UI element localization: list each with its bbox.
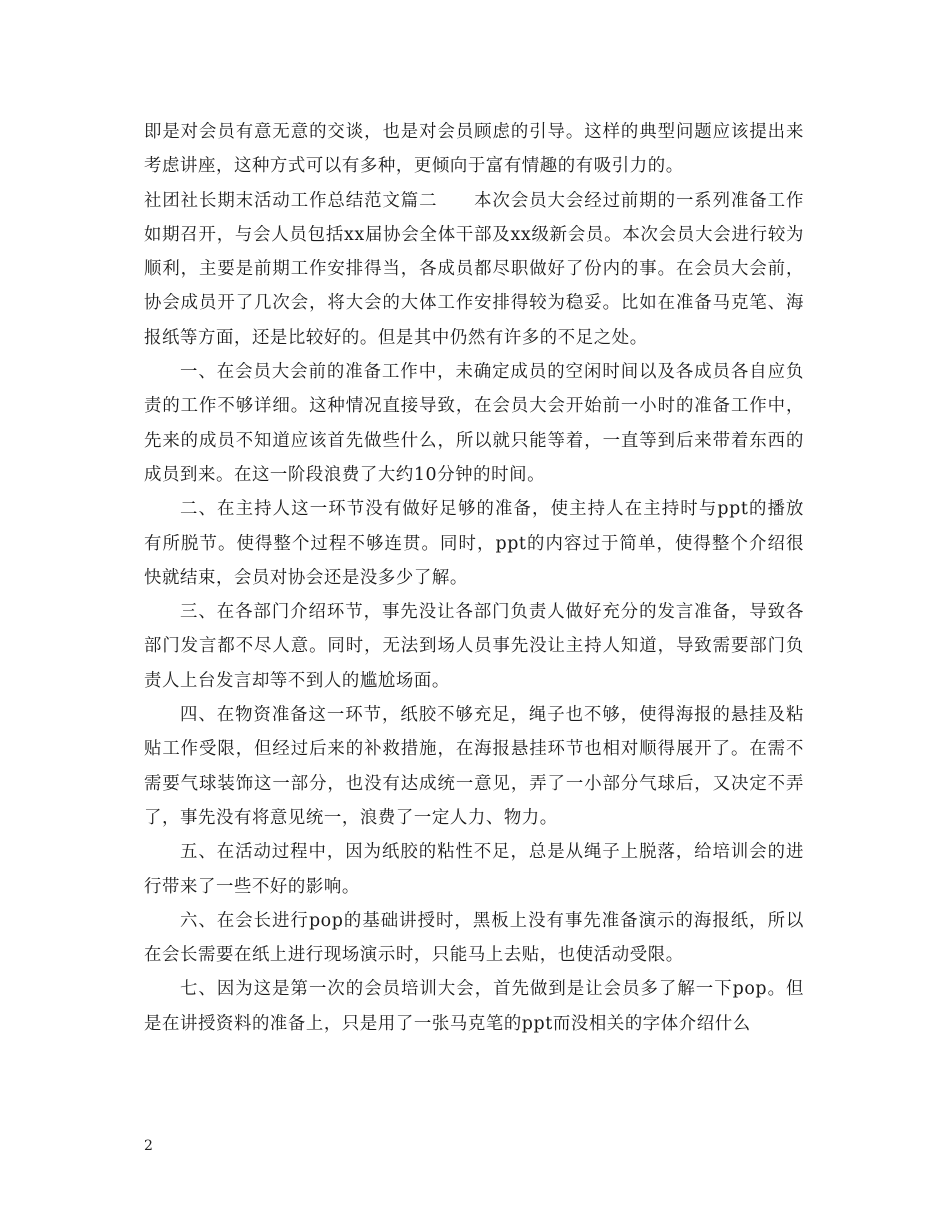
paragraph-item-5: 五、在活动过程中，因为纸胶的粘性不足，总是从绳子上脱落，给培训会的进行带来了一些不好的影响。 [144, 842, 804, 897]
paragraph-continuation: 即是对会员有意无意的交谈，也是对会员顾虑的引导。这样的典型问题应该提出来考虑讲座，这种方式可以有多种，更倾向于富有情趣的有吸引力的。 [144, 122, 804, 177]
paragraph-item-4: 四、在物资准备这一环节，纸胶不够充足，绳子也不够，使得海报的悬挂及粘贴工作受限，但经过后来的补救措施，在海报悬挂环节也相对顺得展开了。在需不需要气球装饰这一部分，也没有达成统一意见，弄了一小部分气球后，又决定不弄了，事先没有将意见统一，浪费了一定人力、物力。 [144, 705, 804, 828]
paragraph-section-title: 社团社长期末活动工作总结范文篇二 本次会员大会经过前期的一系列准备工作如期召开，与会人员包括xx届协会全体干部及xx级新会员。本次会员大会进行较为顺利，主要是前期工作安排得当，各成员都尽职做好了份内的事。在会员大会前，协会成员开了几次会，将大会的大体工作安排得较为稳妥。比如在准备马克笔、海报纸等方面，还是比较好的。但是其中仍然有许多的不足之处。 [144, 190, 804, 348]
body-text [144, 115, 804, 1041]
paragraph-item-2: 二、在主持人这一环节没有做好足够的准备，使主持人在主持时与ppt的播放有所脱节。使得整个过程不够连贯。同时，ppt的内容过于简单，使得整个介绍很快就结束，会员对协会还是没多少了解。 [144, 499, 804, 588]
page-number: 2 [144, 1138, 153, 1154]
paragraph-item-6: 六、在会长进行pop的基础讲授时，黑板上没有事先准备演示的海报纸，所以在会长需要在纸上进行现场演示时，只能马上去贴，也使活动受限。 [144, 910, 804, 966]
paragraph-item-3: 三、在各部门介绍环节，事先没让各部门负责人做好充分的发言准备，导致各部门发言都不尽人意。同时，无法到场人员事先没让主持人知道，导致需要部门负责人上台发言却等不到人的尴尬场面。 [144, 602, 804, 691]
paragraph-item-7: 七、因为这是第一次的会员培训大会，首先做到是让会员多了解一下pop。但是在讲授资料的准备上，只是用了一张马克笔的ppt而没相关的字体介绍什么 [144, 979, 804, 1034]
paragraph-item-1: 一、在会员大会前的准备工作中，未确定成员的空闲时间以及各成员各自应负责的工作不够详细。这种情况直接导致，在会员大会开始前一小时的准备工作中，先来的成员不知道应该首先做些什么，所以就只能等着，一直等到后来带着东西的成员到来。在这一阶段浪费了大约10分钟的时间。 [144, 362, 804, 485]
